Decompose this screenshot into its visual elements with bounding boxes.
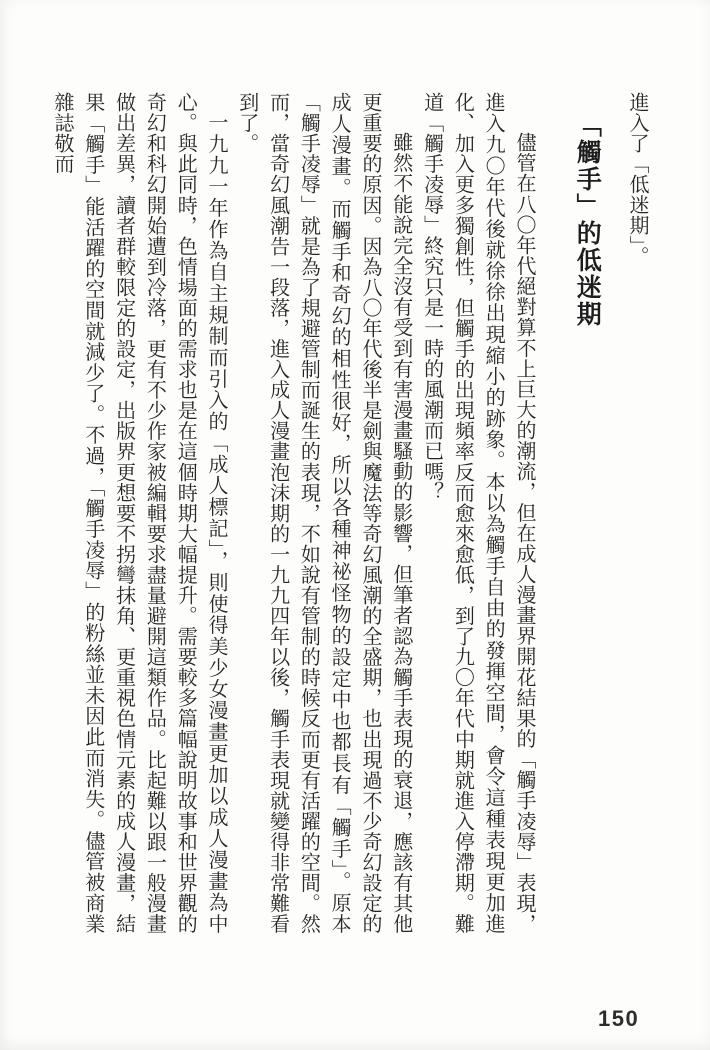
page-number: 150 (598, 1006, 640, 1031)
section-heading: 「觸手」的低迷期 (573, 112, 602, 328)
paragraph-continuation: 進入了「低迷期」。 (626, 92, 648, 267)
body-paragraph-1: 儘管在八〇年代絕對算不上巨大的潮流，但在成人漫畫界開花結果的「觸手凌辱」表現，進入九〇年代後就徐徐出現縮小的跡象。本以為觸手自由的發揮空間，會令這種表現更加進化、加入更多獨創性，但觸手的出現頻率反而愈來愈低，到了九〇年代中期就進入停滯期。難道「觸手凌辱」終究只是一時的風潮而已嗎？ (420, 92, 535, 934)
vertical-text-block (46, 92, 652, 934)
body-paragraph-3: 一九九一年作為自主規制而引入的「成人標記」，則使得美少女漫畫更加以成人漫畫為中心。與此同時，色情場面的需求也是在這個時期大幅提升。需要較多篇幅說明故事和世界觀的奇幻和科幻開始遭到冷落，更有不少作家被編輯要求盡量避開這類作品。比起難以跟一般漫畫做出差異，讀者群較限定的設定，出版界更想要不拐彎抹角、更重視色情元素的成人漫畫，結果「觸手」能活躍的空間就減少了。不過，「觸手凌辱」的粉絲並未因此而消失。儘管被商業雜誌敬而 (51, 92, 227, 934)
body-paragraph-2: 雖然不能說完全沒有受到有害漫畫騷動的影響，但筆者認為觸手表現的衰退，應該有其他更重要的原因。因為八〇年代後半是劍與魔法等奇幻風潮的全盛期，也出現過不少奇幻設定的成人漫畫。而觸手和奇幻的相性很好，所以各種神祕怪物的設定中也都長有「觸手」。原本「觸手凌辱」就是為了規避管制而誕生的表現，不如說有管制的時候反而更有活躍的空間。然而，當奇幻風潮告一段落，進入成人漫畫泡沫期的一九九四年以後，觸手表現就變得非常難看到了。 (235, 92, 412, 934)
